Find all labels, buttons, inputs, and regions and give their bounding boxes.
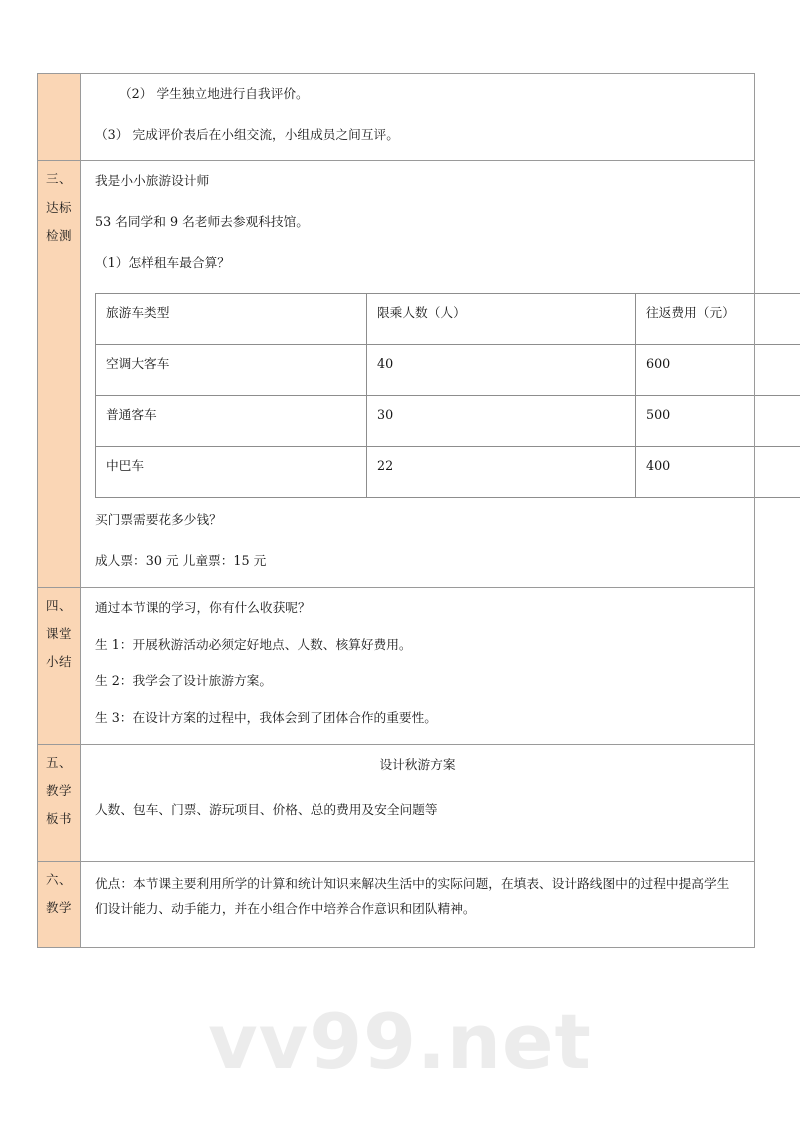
cell-round-trip-fee: 400 bbox=[636, 447, 800, 498]
table-header-row bbox=[96, 294, 800, 345]
section-label-line: 五、 bbox=[45, 754, 72, 770]
section-label-line: 四、 bbox=[45, 597, 72, 613]
paragraph: 优点：本节课主要利用所学的计算和统计知识来解决生活中的实际问题，在填表、设计路线图中的过程中提高学生们设计能力、动手能力，并在小组合作中培养合作意识和团队精神。 bbox=[95, 875, 730, 916]
cell-round-trip-fee: 500 bbox=[636, 396, 800, 447]
cell-seat-limit: 40 bbox=[367, 345, 636, 396]
cell-seat-limit: 22 bbox=[367, 447, 636, 498]
blackboard-title: 设计秋游方案 bbox=[379, 756, 456, 772]
section-content-standard-check bbox=[81, 161, 755, 587]
paragraph: 生 1：开展秋游活动必须定好地点、人数、核算好费用。 bbox=[95, 636, 412, 652]
section-label-line: 六、 bbox=[45, 871, 72, 887]
paragraph: 我是小小旅游设计师 bbox=[95, 173, 210, 189]
table-row bbox=[96, 447, 800, 498]
section-label-line: 板书 bbox=[45, 810, 72, 826]
table-row bbox=[96, 396, 800, 447]
lesson-plan-table bbox=[37, 73, 755, 948]
paragraph: 53 名同学和 9 名老师去参观科技馆。 bbox=[95, 214, 309, 230]
section-label-line: 教学 bbox=[45, 782, 72, 798]
column-header-round-trip-fee: 往返费用（元） bbox=[636, 294, 800, 345]
paragraph: （2） 学生独立地进行自我评价。 bbox=[119, 86, 309, 101]
spacer bbox=[95, 841, 740, 849]
cell-vehicle-type: 中巴车 bbox=[96, 447, 367, 498]
table-row bbox=[38, 74, 755, 161]
paragraph: 通过本节课的学习，你有什么收获呢？ bbox=[95, 599, 311, 615]
paragraph: （3） 完成评价表后在小组交流，小组成员之间互评。 bbox=[95, 126, 399, 142]
bus-fare-table bbox=[95, 293, 800, 498]
watermark-text: vv99.net bbox=[208, 997, 592, 1086]
paragraph: 人数、包车、门票、游玩项目、价格、总的费用及安全问题等 bbox=[95, 802, 438, 818]
section-content-teaching-reflection bbox=[81, 861, 755, 948]
section-label-line: 教学 bbox=[45, 900, 72, 916]
cell-vehicle-type: 普通客车 bbox=[96, 396, 367, 447]
paragraph: （1）怎样租车最合算？ bbox=[95, 254, 230, 270]
section-label-line: 达标 bbox=[45, 199, 72, 215]
section-label-blackboard-design bbox=[38, 744, 81, 861]
table-row bbox=[38, 161, 755, 587]
column-header-vehicle-type: 旅游车类型 bbox=[96, 294, 367, 345]
section-label-line: 三、 bbox=[45, 171, 72, 187]
column-header-seat-limit: 限乘人数（人） bbox=[367, 294, 636, 345]
paragraph: 买门票需要花多少钱？ bbox=[95, 512, 222, 528]
table-row bbox=[38, 861, 755, 948]
section-label-line: 小结 bbox=[45, 654, 72, 670]
section-content-class-summary bbox=[81, 587, 755, 744]
table-row bbox=[96, 345, 800, 396]
section-content-blackboard-design bbox=[81, 744, 755, 861]
section-label-line: 课堂 bbox=[45, 625, 72, 641]
section-label-teaching-reflection bbox=[38, 861, 81, 948]
cell-vehicle-type: 空调大客车 bbox=[96, 345, 367, 396]
cell-round-trip-fee: 600 bbox=[636, 345, 800, 396]
section-label-class-summary bbox=[38, 587, 81, 744]
paragraph: 生 2：我学会了设计旅游方案。 bbox=[95, 673, 273, 689]
section-label-evaluation bbox=[38, 74, 81, 161]
table-row bbox=[38, 587, 755, 744]
table-row bbox=[38, 744, 755, 861]
paragraph: 成人票：30 元 儿童票：15 元 bbox=[95, 553, 267, 569]
section-label-line: 检测 bbox=[45, 227, 72, 243]
section-label-standard-check bbox=[38, 161, 81, 587]
cell-seat-limit: 30 bbox=[367, 396, 636, 447]
section-content-evaluation bbox=[81, 74, 755, 161]
paragraph: 生 3：在设计方案的过程中，我体会到了团体合作的重要性。 bbox=[95, 709, 437, 725]
